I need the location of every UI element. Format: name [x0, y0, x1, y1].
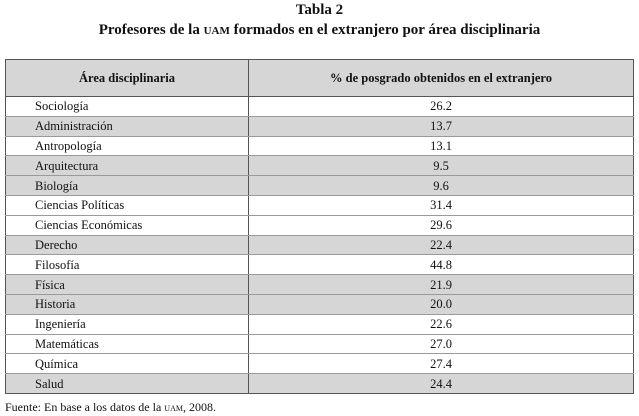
table-row: [6, 97, 634, 117]
table-title: [0, 21, 639, 39]
cell-percentage: 31.4: [249, 195, 634, 215]
cell-area: Historia: [6, 294, 249, 314]
cell-area: Ingeniería: [6, 314, 249, 334]
cell-percentage: 22.4: [249, 235, 634, 255]
cell-area: Administración: [6, 116, 249, 136]
table-row: [6, 354, 634, 374]
table-row: [6, 156, 634, 176]
data-table: [5, 59, 634, 394]
cell-percentage: 20.0: [249, 294, 634, 314]
cell-percentage: 29.6: [249, 215, 634, 235]
table-row: [6, 255, 634, 275]
cell-area: Física: [6, 275, 249, 295]
cell-percentage: 44.8: [249, 255, 634, 275]
cell-percentage: 9.5: [249, 156, 634, 176]
table-title-start: Profesores de la: [98, 22, 204, 38]
table-row: [6, 314, 634, 334]
cell-area: Ciencias Políticas: [6, 195, 249, 215]
cell-percentage: 27.4: [249, 354, 634, 374]
table-title-acronym: uam: [203, 22, 230, 38]
cell-percentage: 13.7: [249, 116, 634, 136]
table-row: [6, 195, 634, 215]
cell-percentage: 27.0: [249, 334, 634, 354]
cell-area: Antropología: [6, 136, 249, 156]
table-title-end: formados en el extranjero por área disciplinaria: [229, 22, 541, 38]
table-label: Tabla 2: [295, 2, 344, 18]
table-row: [6, 116, 634, 136]
source-text-start: Fuente: En base a los datos de la: [5, 400, 165, 414]
cell-area: Filosofía: [6, 255, 249, 275]
cell-percentage: 13.1: [249, 136, 634, 156]
cell-area: Química: [6, 354, 249, 374]
table-row: [6, 235, 634, 255]
cell-percentage: 21.9: [249, 275, 634, 295]
table-row: [6, 374, 634, 394]
cell-percentage: 24.4: [249, 374, 634, 394]
table-row: [6, 334, 634, 354]
table-header-row: [6, 60, 634, 97]
table-row: [6, 136, 634, 156]
cell-area: Arquitectura: [6, 156, 249, 176]
table-row: [6, 275, 634, 295]
source-acronym: uam: [164, 400, 183, 414]
cell-percentage: 9.6: [249, 176, 634, 196]
source-note: [5, 400, 216, 415]
cell-percentage: 26.2: [249, 97, 634, 117]
source-text-end: , 2008.: [182, 400, 216, 414]
table-row: [6, 215, 634, 235]
header-percentage: % de posgrado obtenidos en el extranjero: [249, 60, 634, 97]
cell-area: Matemáticas: [6, 334, 249, 354]
header-area: Área disciplinaria: [6, 60, 249, 97]
table-row: [6, 294, 634, 314]
cell-percentage: 22.6: [249, 314, 634, 334]
cell-area: Sociología: [6, 97, 249, 117]
table-row: [6, 176, 634, 196]
cell-area: Salud: [6, 374, 249, 394]
cell-area: Ciencias Económicas: [6, 215, 249, 235]
cell-area: Biología: [6, 176, 249, 196]
cell-area: Derecho: [6, 235, 249, 255]
